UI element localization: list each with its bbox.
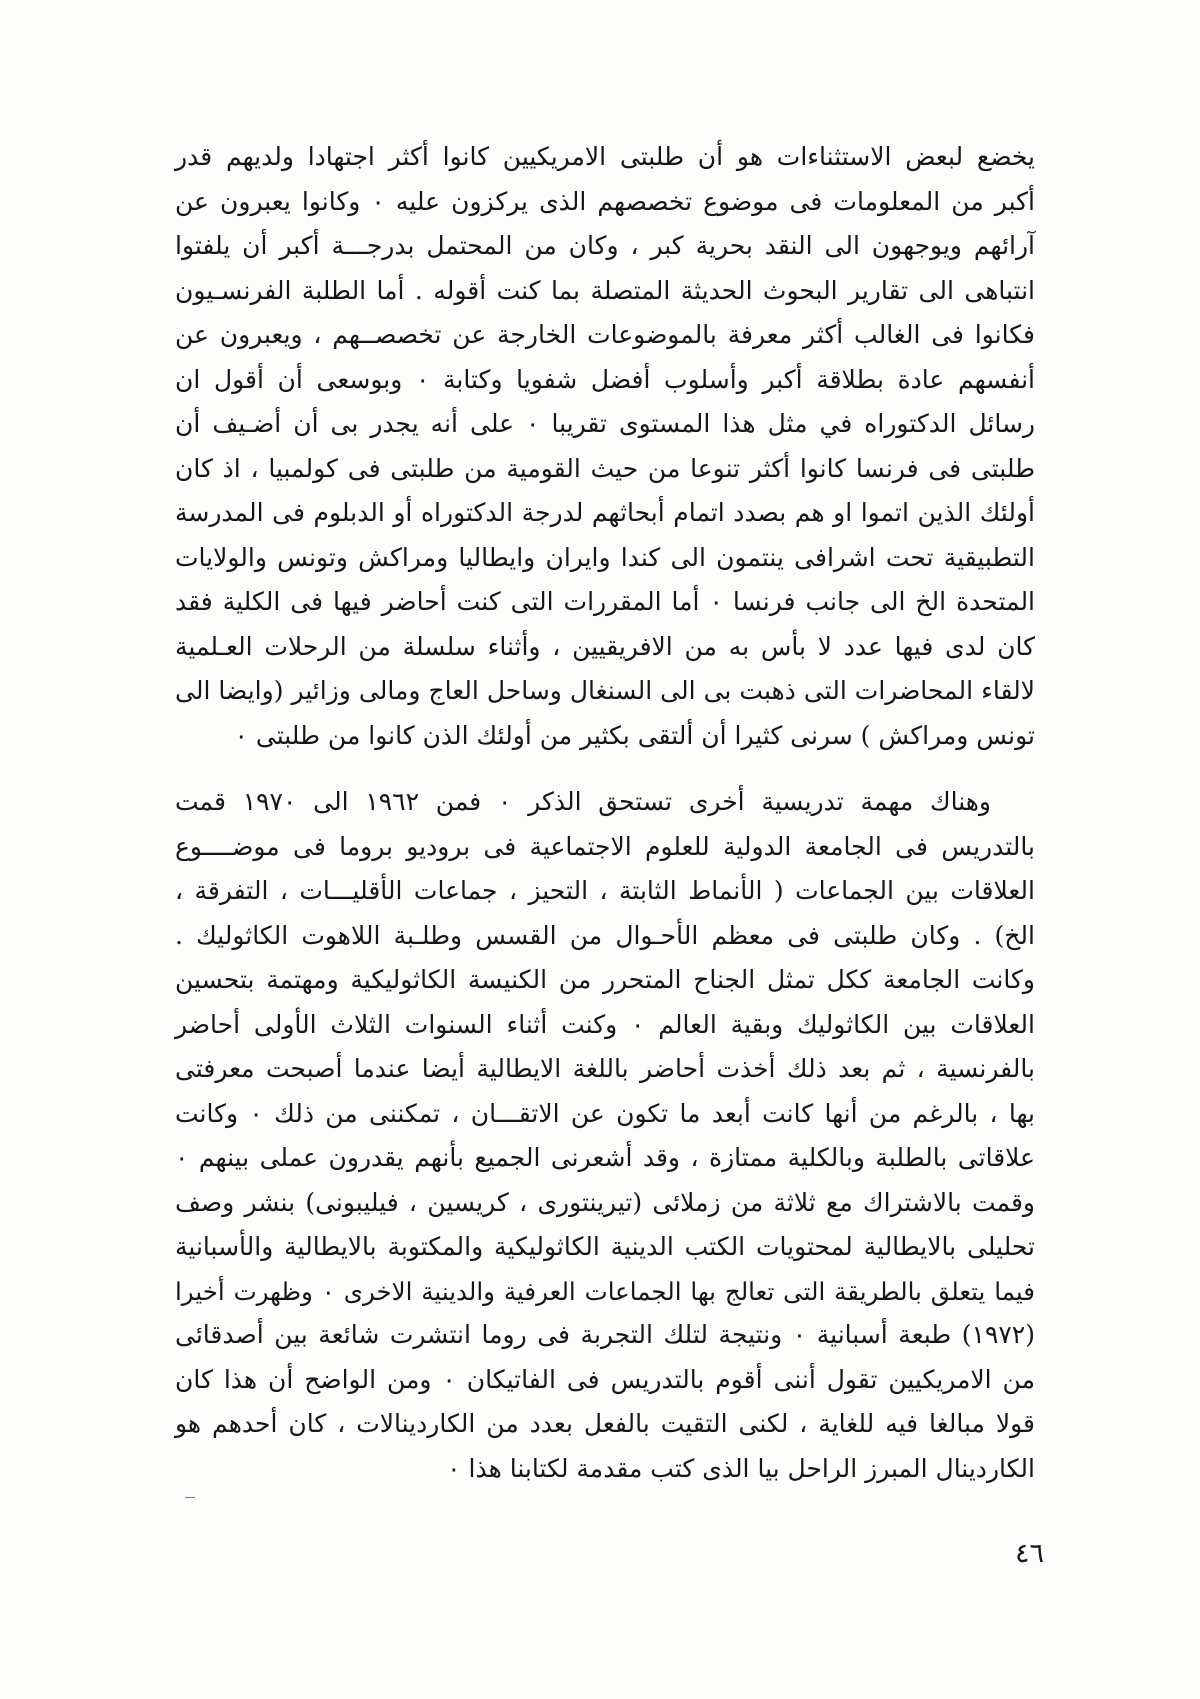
page-number: ٤٦ <box>1015 1538 1045 1569</box>
text-line: فيما يتعلق بالطريقة التى تعالج بها الجماعات العرفية والدينية الاخرى ٠ وظهرت أخيرا <box>175 1276 1035 1306</box>
text-line: فكانوا فى الغالب أكثر معرفة بالموضوعات الخارجة عن تخصصــهم ، ويعبرون عن <box>175 320 1035 349</box>
text-line: بالتدريس فى الجامعة الدولية للعلوم الاجتماعية فى بروديو بروما فى موضــــوع <box>175 831 1035 861</box>
text-line: بالفرنسية ، ثم بعد ذلك أخذت أحاضر باللغة الايطالية أيضا عندما أصبحت معرفتى <box>175 1054 1035 1083</box>
text-line: أكبر من المعلومات فى موضوع تخصصهم الذى يركزون عليه ٠ وكانوا يعبرون عن <box>175 186 1035 216</box>
text-line: كان لدى فيها عدد لا بأس به من الافريقيين ، وأثناء سلسلة من الرحلات العـلمية <box>175 631 1035 661</box>
text-line: لالقاء المحاضرات التى ذهبت بى الى السنغال وساحل العاج ومالى وزائير (وايضا الى <box>175 676 1035 705</box>
text-line: التطبيقية تحت اشرافى ينتمون الى كندا وايران وايطاليا ومراكش وتونس والولايات <box>175 542 1035 572</box>
text-line: يخضع لبعض الاستثناءات هو أن طلبتى الامريكيين كانوا أكثر اجتهادا ولديهم قدر <box>175 142 1035 171</box>
text-line: وهناك مهمة تدريسية أخرى تستحق الذكر ٠ فمن ١٩٦٢ الى ١٩٧٠ قمت <box>175 787 991 816</box>
text-line: بها ، بالرغم من أنها كانت أبعد ما تكون عن الاتقـــان ، تمكننى من ذلك ٠ وكانت <box>175 1098 1035 1128</box>
text-line: وقمت بالاشتراك مع ثلاثة من زملائى (تيرينتورى ، كريسين ، فيليبونى) بنشر وصف <box>175 1187 1035 1217</box>
scan-mark <box>185 1497 195 1498</box>
text-line: من الامريكيين تقول أننى أقوم بالتدريس فى الفاتيكان ٠ ومن الواضح أن هذا كان <box>175 1364 1035 1394</box>
text-line: آرائهم ويوجهون الى النقد بحرية كبر ، وكان من المحتمل بدرجـــة أكبر أن يلفتوا <box>175 231 1035 260</box>
text-line: تحليلى بالايطالية لمحتويات الكتب الدينية الكاثوليكية والمكتوبة بالايطالية والأسبانية <box>175 1232 1035 1261</box>
text-line-last: تونس ومراكش ) سرنى كثيرا أن ألتقى بكثير من أولئك الذن كانوا من طلبتى ٠ <box>234 720 1035 750</box>
text-line: أولئك الذين اتموا او هم بصدد اتمام أبحاثهم لدرجة الدكتوراه أو الدبلوم فى المدرسة <box>175 498 1035 527</box>
text-line: علاقاتى بالطلبة وبالكلية ممتازة ، وقد أشعرنى الجميع بأنهم يقدرون عملى بينهم ٠ <box>175 1143 1035 1172</box>
text-line: العلاقات بين الجماعات ( الأنماط الثابتة ، التحيز ، جماعات الأقليـــات ، التفرقة ، <box>175 876 1035 905</box>
text-line: انتباهى الى تقارير البحوث الحديثة المتصلة بما كنت أقوله . أما الطلبة الفرنسـيون <box>175 275 1035 305</box>
paragraph-1 <box>175 135 1035 758</box>
text-line: أنفسهم عادة بطلاقة أكبر وأسلوب أفضل شفويا وكتابة ٠ وبوسعى أن أقول ان <box>175 364 1036 394</box>
text-line: المتحدة الخ الى جانب فرنسا ٠ أما المقررات التى كنت أحاضر فيها فى الكلية فقد <box>175 587 1036 616</box>
text-line: قولا مبالغا فيه للغاية ، لكنى التقيت بالفعل بعدد من الكاردينالات ، كان أحدهم هو <box>175 1409 1035 1439</box>
text-line: طلبتى فى فرنسا كانوا أكثر تنوعا من حيث القومية من طلبتى فى كولمبيا ، اذ كان <box>175 453 1035 483</box>
text-line: الخ) . وكان طلبتى فى معظم الأحـوال من القسس وطلـبة اللاهوت الكاثوليك . <box>175 920 1035 950</box>
text-line: وكانت الجامعة ككل تمثل الجناح المتحرر من الكنيسة الكاثوليكية ومهتمة بتحسين <box>175 965 1035 994</box>
text-line: رسائل الدكتوراه في مثل هذا المستوى تقريبا ٠ على أنه يجدر بى أن أضـيف أن <box>175 409 1035 438</box>
paragraph-2 <box>175 780 1035 1491</box>
text-line-last: الكاردينال المبرز الراحل بيا الذى كتب مقدمة لكتابنا هذا ٠ <box>447 1453 1035 1483</box>
text-line: (١٩٧٢) طبعة أسبانية ٠ ونتيجة لتلك التجربة فى روما انتشرت شائعة بين أصدقائى <box>175 1320 1035 1350</box>
text-line: العلاقات بين الكاثوليك وبقية العالم ٠ وكنت أثناء السنوات الثلاث الأولى أحاضر <box>175 1009 1035 1039</box>
